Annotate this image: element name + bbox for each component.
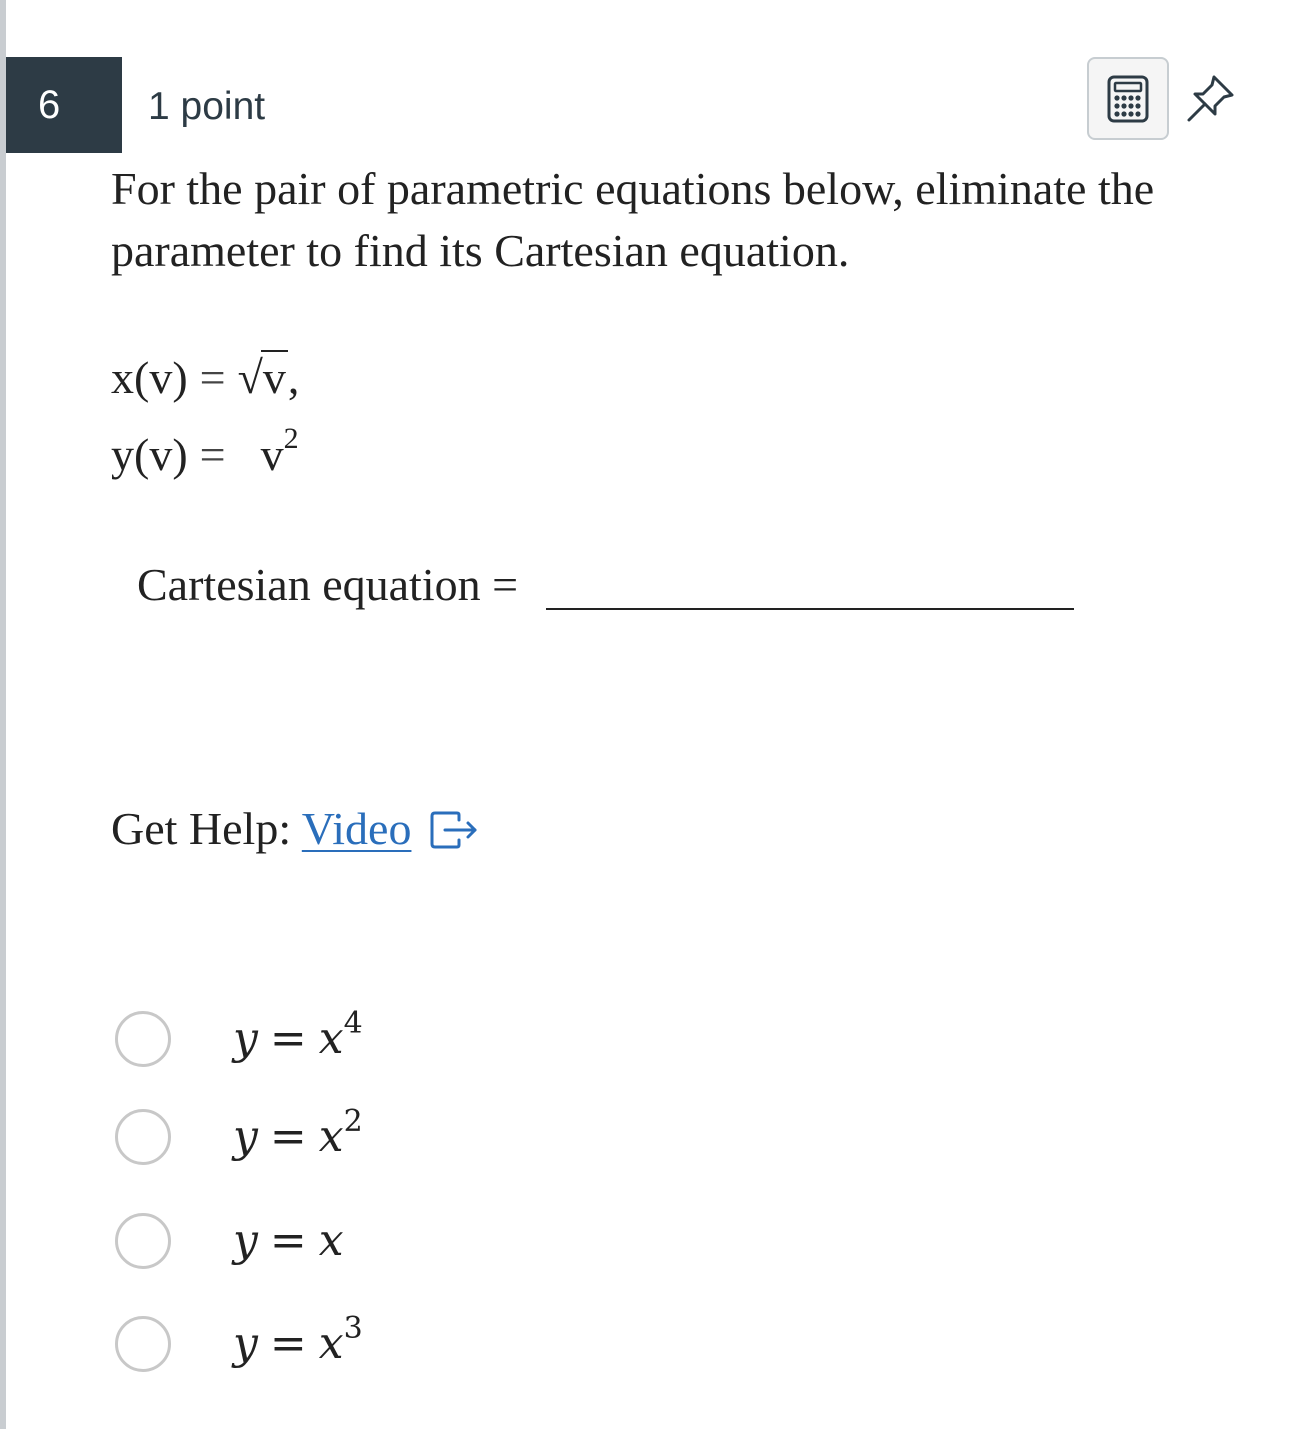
option-label: [233, 1211, 344, 1271]
calculator-icon: [1107, 75, 1149, 123]
option-label: [233, 1006, 363, 1069]
equation-x-lhs: x(v): [111, 352, 188, 403]
equation-x-radicand: v: [262, 352, 286, 403]
equation-y-base: v: [260, 429, 284, 480]
option-lhs: y: [233, 1111, 258, 1162]
radio-button[interactable]: [115, 1213, 171, 1269]
equation-y-lhs: y(v): [111, 429, 188, 480]
option-equals: =: [269, 1318, 307, 1369]
answer-option-3[interactable]: [115, 1211, 344, 1271]
question-number: [6, 57, 122, 153]
option-exponent: 3: [343, 1311, 363, 1346]
pin-button[interactable]: [1183, 70, 1239, 126]
video-link[interactable]: [302, 803, 424, 854]
radio-button[interactable]: [115, 1109, 171, 1165]
answer-option-2[interactable]: [115, 1104, 363, 1167]
get-help-label: Get Help:: [111, 803, 292, 854]
option-base: x: [318, 1215, 344, 1266]
pin-icon: [1184, 71, 1238, 125]
option-equals: =: [269, 1111, 307, 1162]
square-root: [238, 350, 288, 406]
option-base: x: [318, 1318, 344, 1369]
question-points: 1 point: [148, 85, 266, 128]
option-lhs: y: [233, 1318, 258, 1369]
equation-y: [111, 422, 299, 483]
option-equals: =: [269, 1013, 307, 1064]
option-base: x: [318, 1111, 344, 1162]
radio-button[interactable]: [115, 1011, 171, 1067]
radical-sign-icon: √: [237, 352, 263, 403]
question-number-text: 6: [38, 82, 61, 127]
option-base: x: [318, 1013, 344, 1064]
equation-y-equals: =: [199, 429, 226, 480]
option-equals: =: [269, 1215, 307, 1266]
option-exponent: 2: [343, 1104, 363, 1139]
calculator-button[interactable]: [1087, 57, 1169, 140]
question-prompt: For the pair of parametric equations below, eliminate the parameter to find its Cartesian equation.: [111, 163, 1155, 276]
option-label: [233, 1104, 363, 1167]
equation-x: [111, 350, 299, 406]
answer-option-4[interactable]: [115, 1311, 363, 1374]
option-lhs: y: [233, 1215, 258, 1266]
equation-x-equals: =: [199, 352, 226, 403]
radio-button[interactable]: [115, 1316, 171, 1372]
equation-x-comma: ,: [287, 352, 300, 403]
equation-y-exponent: 2: [283, 422, 299, 455]
answer-option-1[interactable]: [115, 1006, 363, 1069]
answer-blank: [546, 608, 1074, 610]
option-label: [233, 1311, 363, 1374]
option-exponent: 4: [343, 1006, 363, 1041]
get-help: [111, 798, 479, 860]
external-link-icon: [429, 810, 479, 850]
video-link-text: Video: [301, 803, 412, 854]
option-lhs: y: [233, 1013, 258, 1064]
left-rail: [0, 0, 6, 1429]
answer-label: Cartesian equation =: [137, 559, 519, 610]
